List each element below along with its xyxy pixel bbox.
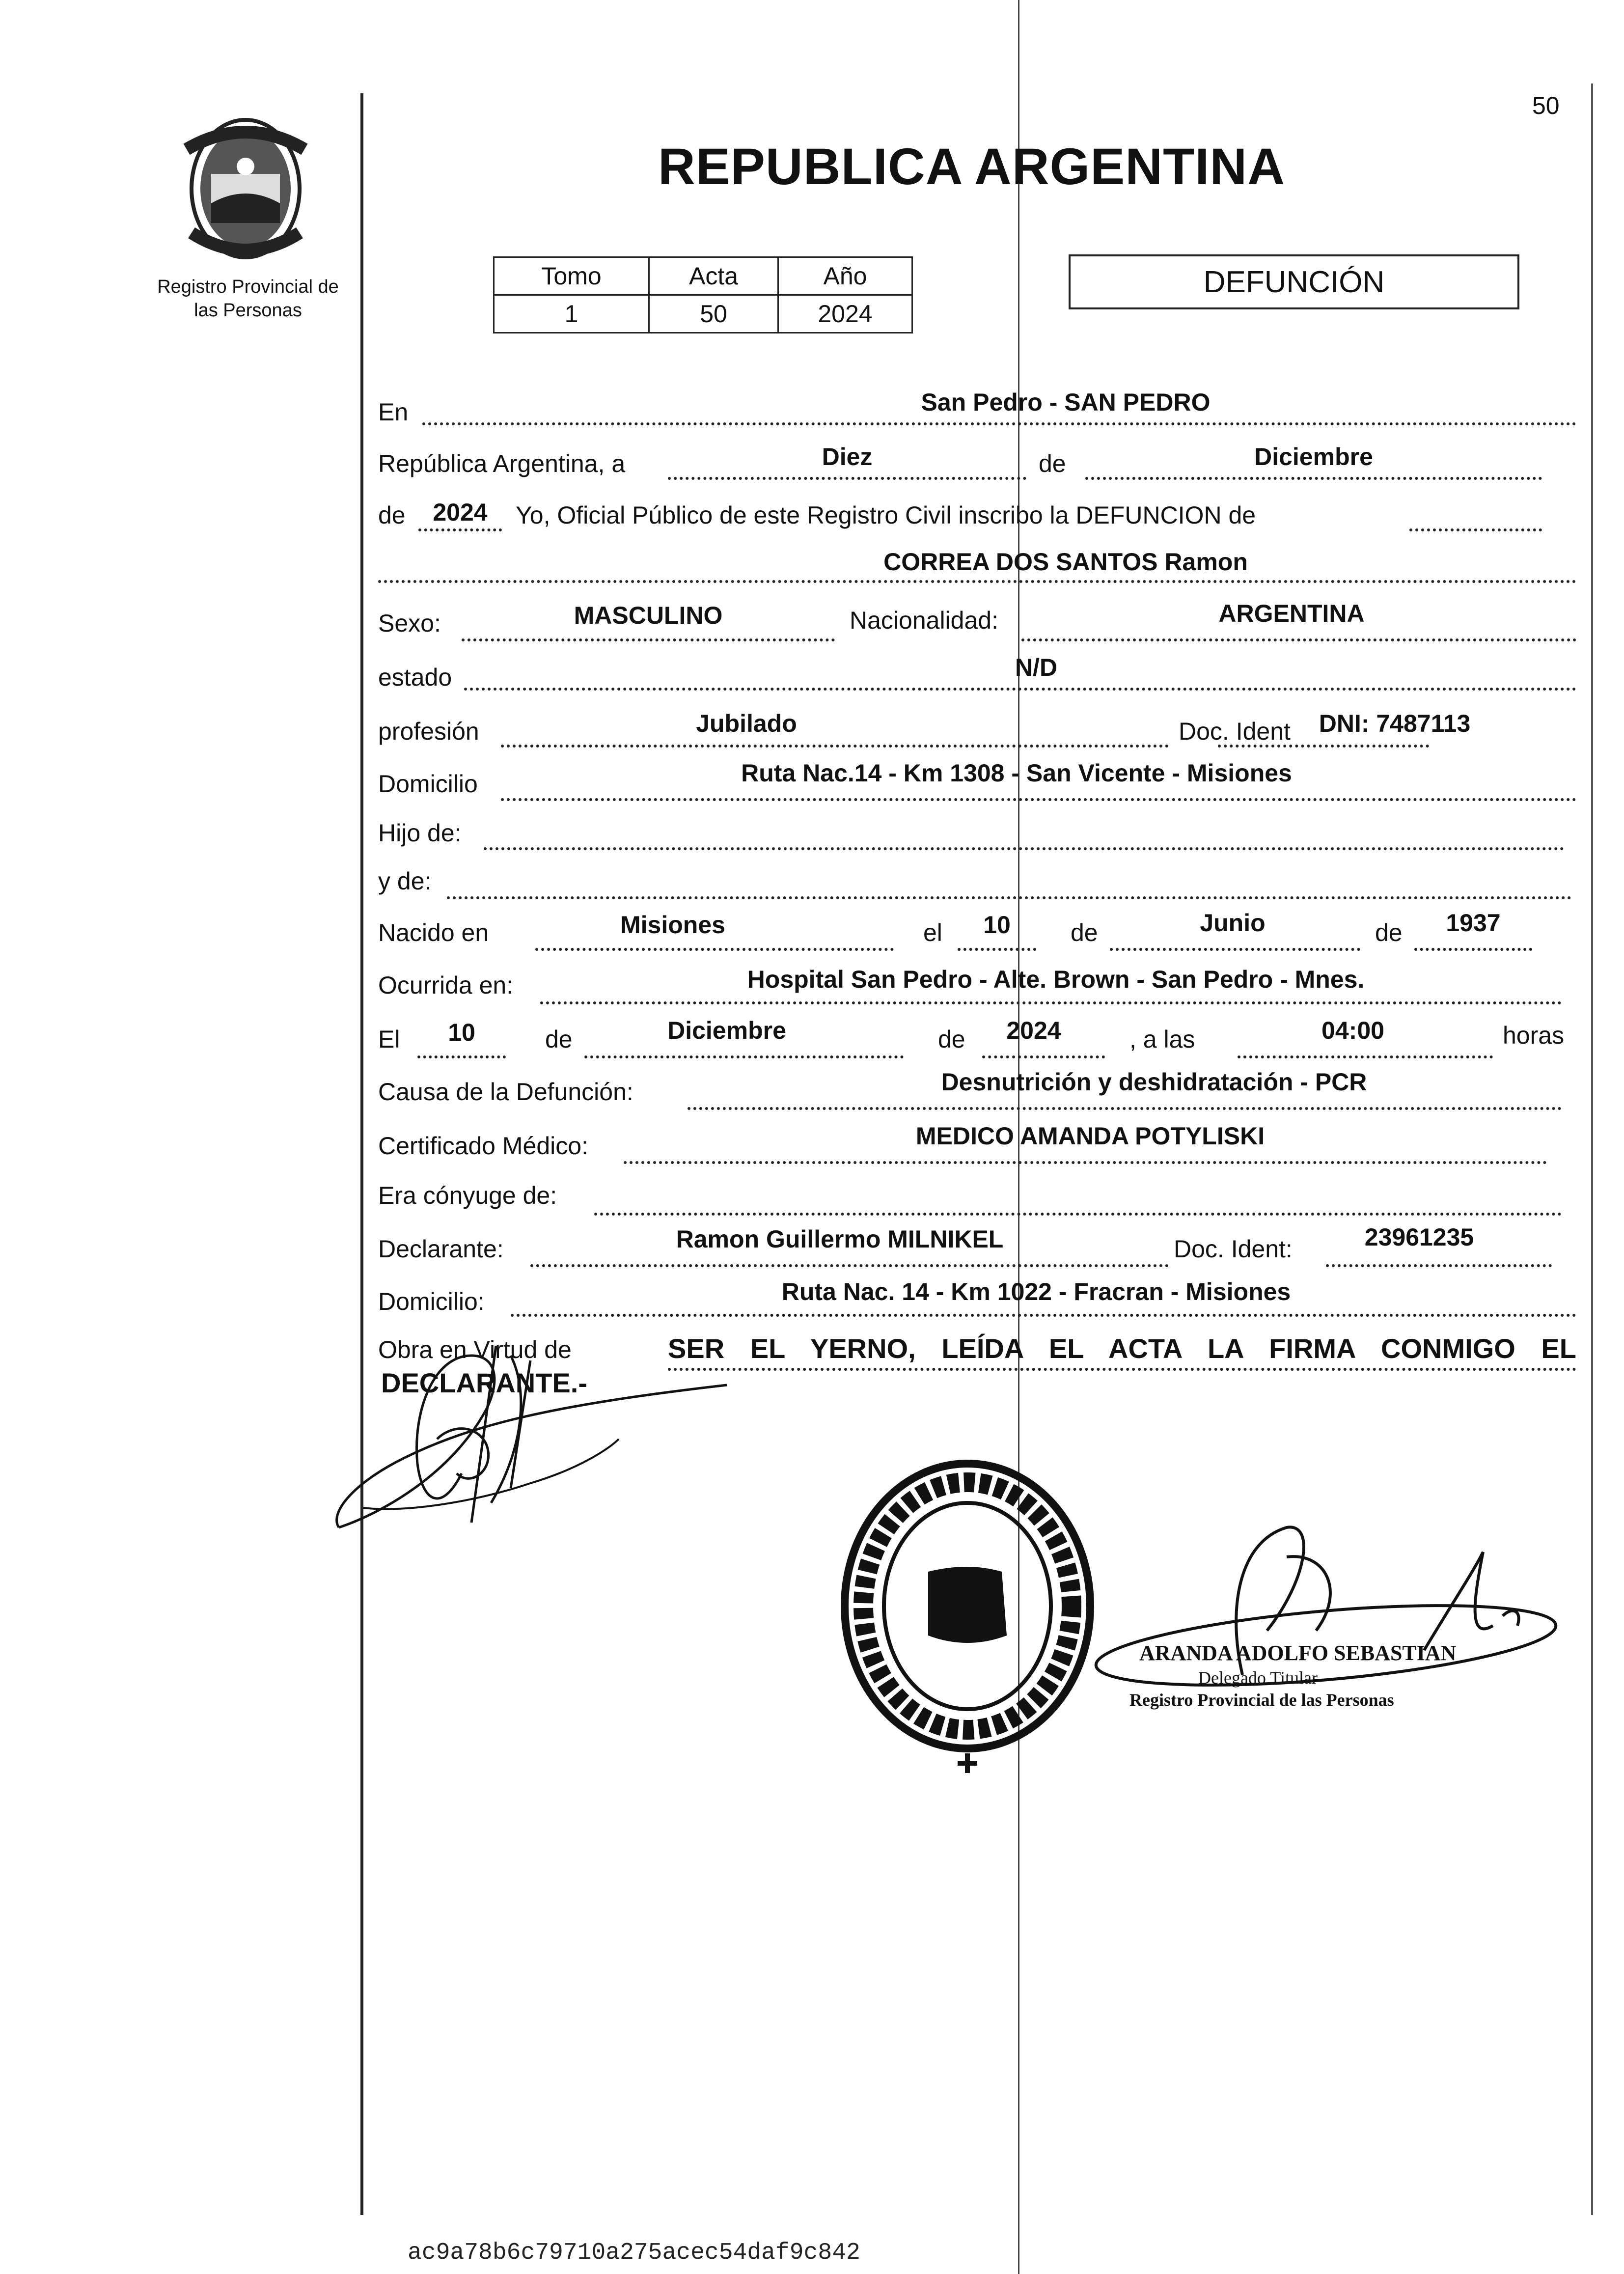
margin-rule bbox=[360, 93, 363, 2215]
line-conyuge bbox=[378, 1171, 1576, 1211]
official-role: Delegado Titular bbox=[1198, 1668, 1318, 1688]
nacionalidad-label: Nacionalidad: bbox=[850, 607, 998, 634]
alas-label: , a las bbox=[1129, 1026, 1195, 1053]
line-death-date bbox=[378, 1014, 1576, 1054]
declarante-label: Declarante: bbox=[378, 1235, 504, 1263]
death-month: Diciembre bbox=[667, 1017, 786, 1044]
provincial-seal-icon bbox=[167, 110, 324, 267]
page-title: REPUBLICA ARGENTINA bbox=[658, 138, 1286, 195]
ref-value-tomo: 1 bbox=[494, 295, 649, 333]
official-name: ARANDA ADOLFO SEBASTIAN bbox=[1139, 1641, 1457, 1665]
nacido-label: Nacido en bbox=[378, 919, 489, 946]
causa-value: Desnutrición y deshidratación - PCR bbox=[941, 1068, 1367, 1096]
deceased-name: CORREA DOS SANTOS Ramon bbox=[883, 548, 1248, 576]
birth-day: 10 bbox=[983, 911, 1011, 939]
line-profesion bbox=[378, 707, 1576, 747]
reference-table bbox=[493, 256, 913, 333]
nacionalidad-value: ARGENTINA bbox=[1218, 600, 1365, 627]
obra-value-2: DECLARANTE.- bbox=[381, 1367, 587, 1398]
certificado-value: MEDICO AMANDA POTYLISKI bbox=[915, 1122, 1265, 1150]
act-type-box: DEFUNCIÓN bbox=[1069, 254, 1519, 309]
causa-label: Causa de la Defunción: bbox=[378, 1078, 633, 1106]
sexo-value: MASCULINO bbox=[574, 602, 723, 629]
decl-doc-label: Doc. Ident: bbox=[1174, 1235, 1293, 1263]
declarant-signature-icon bbox=[324, 1326, 746, 1552]
profesion-label: profesión bbox=[378, 718, 479, 745]
line-nacido bbox=[378, 909, 1576, 948]
ref-value-acta: 50 bbox=[649, 295, 778, 333]
birth-de1: de bbox=[1071, 919, 1098, 946]
domicilio2-value: Ruta Nac. 14 - Km 1022 - Fracran - Misiones bbox=[781, 1278, 1291, 1305]
en-label: En bbox=[378, 398, 409, 426]
line-sexo bbox=[378, 599, 1576, 638]
obra-value: SER EL YERNO, LEÍDA EL ACTA LA FIRMA CONMIGO EL bbox=[668, 1333, 1576, 1364]
ref-header-anio: Año bbox=[778, 257, 912, 295]
line-certificado bbox=[378, 1120, 1576, 1159]
officer-text: Yo, Oficial Público de este Registro Civil inscribo la DEFUNCION de bbox=[516, 501, 1256, 529]
line-deceased bbox=[378, 548, 1576, 587]
year-value: 2024 bbox=[433, 499, 488, 526]
officer-signature-icon bbox=[1080, 1513, 1571, 1699]
el-label: el bbox=[923, 919, 942, 946]
certificado-label: Certificado Médico: bbox=[378, 1132, 588, 1160]
line-date bbox=[378, 444, 1576, 484]
line-yde bbox=[378, 862, 1576, 901]
year-prefix: de bbox=[378, 501, 406, 529]
birth-year: 1937 bbox=[1446, 909, 1501, 937]
official-office: Registro Provincial de las Personas bbox=[1129, 1690, 1394, 1710]
line-officer bbox=[378, 496, 1576, 535]
en-value: San Pedro - SAN PEDRO bbox=[921, 388, 1211, 416]
decl-doc-value: 23961235 bbox=[1364, 1223, 1474, 1251]
de-label: de bbox=[1039, 450, 1066, 477]
line-declarante bbox=[378, 1223, 1576, 1262]
death-time: 04:00 bbox=[1321, 1017, 1384, 1044]
death-de2: de bbox=[938, 1026, 965, 1053]
registry-line-1: Registro Provincial de bbox=[157, 277, 339, 297]
yde-label: y de: bbox=[378, 867, 432, 895]
ref-header-tomo: Tomo bbox=[494, 257, 649, 295]
line-hijo bbox=[378, 813, 1576, 852]
ref-header-acta: Acta bbox=[649, 257, 778, 295]
doc-label: Doc. Ident bbox=[1179, 718, 1291, 745]
document-hash: ac9a78b6c79710a275acec54daf9c842 bbox=[408, 2240, 860, 2266]
line-domicilio-2 bbox=[378, 1275, 1576, 1314]
doc-value: DNI: 7487113 bbox=[1319, 710, 1471, 737]
estado-label: estado bbox=[378, 664, 452, 691]
month-value: Diciembre bbox=[1254, 443, 1373, 471]
hijo-label: Hijo de: bbox=[378, 819, 462, 847]
death-de1: de bbox=[545, 1026, 573, 1053]
domicilio-value: Ruta Nac.14 - Km 1308 - San Vicente - Misiones bbox=[741, 759, 1292, 787]
profesion-value: Jubilado bbox=[696, 710, 797, 737]
conyuge-label: Era cónyuge de: bbox=[378, 1182, 557, 1209]
ref-value-anio: 2024 bbox=[778, 295, 912, 333]
line-causa bbox=[378, 1066, 1576, 1105]
birth-month: Junio bbox=[1200, 909, 1266, 937]
obra-label: Obra en Virtud de bbox=[378, 1336, 572, 1363]
domicilio2-label: Domicilio: bbox=[378, 1288, 485, 1315]
official-stamp-icon bbox=[830, 1449, 1105, 1783]
line-ocurrida bbox=[378, 960, 1576, 999]
ocurrida-label: Ocurrida en: bbox=[378, 971, 514, 999]
page-number: 50 bbox=[1532, 92, 1560, 119]
ocurrida-value: Hospital San Pedro - Alte. Brown - San Pedro - Mnes. bbox=[747, 966, 1365, 993]
republica-label: República Argentina, a bbox=[378, 450, 626, 477]
registry-label bbox=[133, 275, 363, 322]
sexo-label: Sexo: bbox=[378, 610, 441, 637]
death-year: 2024 bbox=[1006, 1017, 1061, 1044]
nacido-value: Misiones bbox=[620, 911, 725, 939]
estado-value: N/D bbox=[1015, 654, 1058, 681]
line-en bbox=[378, 388, 1576, 432]
horas-label: horas bbox=[1503, 1022, 1565, 1049]
right-rule bbox=[1591, 83, 1593, 2215]
line-estado bbox=[378, 653, 1576, 693]
line-domicilio bbox=[378, 759, 1576, 798]
declarante-value: Ramon Guillermo MILNIKEL bbox=[676, 1225, 1004, 1253]
domicilio-label: Domicilio bbox=[378, 770, 478, 798]
registry-line-2: las Personas bbox=[194, 300, 302, 321]
day-value: Diez bbox=[822, 443, 873, 471]
death-el-label: El bbox=[378, 1026, 400, 1053]
birth-de2: de bbox=[1375, 919, 1403, 946]
death-day: 10 bbox=[448, 1019, 475, 1046]
